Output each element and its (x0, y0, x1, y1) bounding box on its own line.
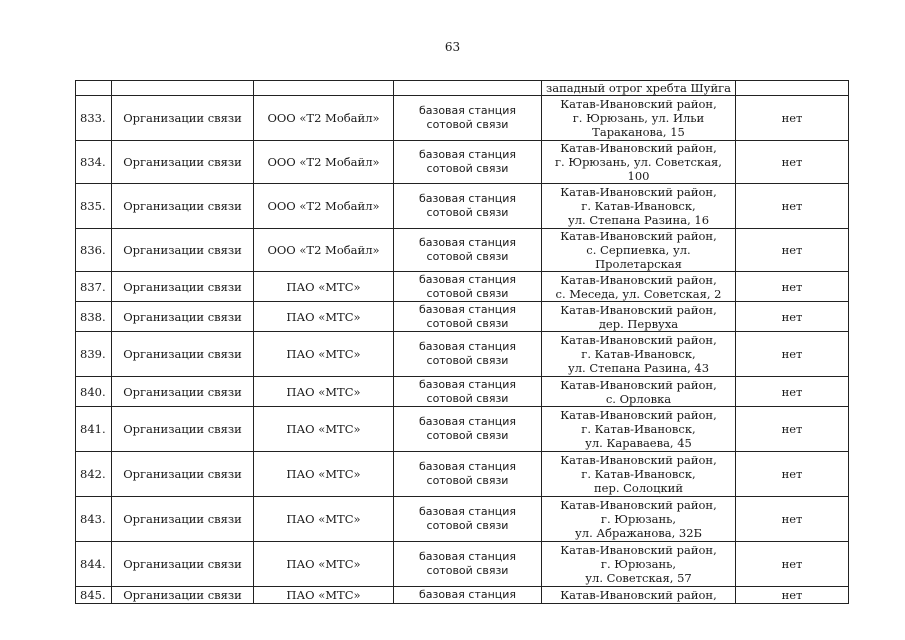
operator-cell: ООО «Т2 Мобайл» (254, 96, 394, 141)
operator-cell: ПАО «МТС» (254, 542, 394, 587)
note-cell: нет (736, 96, 849, 141)
table-body (76, 81, 849, 604)
row-number: 845. (76, 587, 112, 604)
location-cell: Катав-Ивановский район, с. Серпиевка, ул. Пролетарская (542, 229, 736, 272)
object-cell: базовая станция (394, 587, 542, 604)
category-cell: Организации связи (112, 497, 254, 542)
location-cell: Катав-Ивановский район, г. Юрюзань, ул. Абражанова, 32Б (542, 497, 736, 542)
category-cell: Организации связи (112, 542, 254, 587)
location-cell: Катав-Ивановский район, г. Катав-Ивановск, пер. Солоцкий (542, 452, 736, 497)
table-row (76, 452, 849, 497)
row-number: 840. (76, 377, 112, 407)
operator-cell: ПАО «МТС» (254, 332, 394, 377)
object-cell: базовая станция сотовой связи (394, 96, 542, 141)
operator-cell: ООО «Т2 Мобайл» (254, 229, 394, 272)
object-cell: базовая станция сотовой связи (394, 407, 542, 452)
note-cell: нет (736, 497, 849, 542)
operator-cell: ПАО «МТС» (254, 452, 394, 497)
row-number (76, 81, 112, 96)
object-cell: базовая станция сотовой связи (394, 184, 542, 229)
table-row (76, 141, 849, 184)
row-number: 841. (76, 407, 112, 452)
operator-cell: ПАО «МТС» (254, 272, 394, 302)
object-cell: базовая станция сотовой связи (394, 497, 542, 542)
category-cell: Организации связи (112, 407, 254, 452)
category-cell: Организации связи (112, 272, 254, 302)
table-row (76, 497, 849, 542)
category-cell: Организации связи (112, 452, 254, 497)
registry-table (75, 80, 849, 604)
object-cell: базовая станция сотовой связи (394, 542, 542, 587)
continuation-row (76, 81, 849, 96)
note-cell: нет (736, 272, 849, 302)
object-cell: базовая станция сотовой связи (394, 332, 542, 377)
operator-cell: ООО «Т2 Мобайл» (254, 141, 394, 184)
table-row (76, 407, 849, 452)
note-cell: нет (736, 452, 849, 497)
category-cell: Организации связи (112, 184, 254, 229)
note-cell: нет (736, 141, 849, 184)
note-cell: нет (736, 332, 849, 377)
row-number: 844. (76, 542, 112, 587)
table-row (76, 184, 849, 229)
category-cell (112, 81, 254, 96)
category-cell: Организации связи (112, 302, 254, 332)
location-cell: Катав-Ивановский район, г. Юрюзань, ул. Советская, 57 (542, 542, 736, 587)
note-cell: нет (736, 587, 849, 604)
location-cell: Катав-Ивановский район, г. Юрюзань, ул. Советская, 100 (542, 141, 736, 184)
table-row (76, 332, 849, 377)
location-cell: Катав-Ивановский район, г. Катав-Ивановск, ул. Караваева, 45 (542, 407, 736, 452)
operator-cell (254, 81, 394, 96)
page-number: 63 (444, 40, 461, 54)
category-cell: Организации связи (112, 332, 254, 377)
row-number: 839. (76, 332, 112, 377)
row-number: 837. (76, 272, 112, 302)
row-number: 834. (76, 141, 112, 184)
table-row (76, 229, 849, 272)
object-cell (394, 81, 542, 96)
table-row (76, 542, 849, 587)
operator-cell: ПАО «МТС» (254, 407, 394, 452)
location-cell: Катав-Ивановский район, (542, 587, 736, 604)
table-row (76, 587, 849, 604)
table-row (76, 272, 849, 302)
object-cell: базовая станция сотовой связи (394, 272, 542, 302)
location-cell: Катав-Ивановский район, дер. Первуха (542, 302, 736, 332)
category-cell: Организации связи (112, 229, 254, 272)
operator-cell: ООО «Т2 Мобайл» (254, 184, 394, 229)
object-cell: базовая станция сотовой связи (394, 229, 542, 272)
location-cell: Катав-Ивановский район, г. Катав-Ивановск, ул. Степана Разина, 43 (542, 332, 736, 377)
note-cell (736, 81, 849, 96)
row-number: 838. (76, 302, 112, 332)
note-cell: нет (736, 229, 849, 272)
table-row (76, 302, 849, 332)
table-row (76, 377, 849, 407)
note-cell: нет (736, 377, 849, 407)
row-number: 843. (76, 497, 112, 542)
note-cell: нет (736, 302, 849, 332)
category-cell: Организации связи (112, 587, 254, 604)
row-number: 842. (76, 452, 112, 497)
note-cell: нет (736, 542, 849, 587)
location-cell: Катав-Ивановский район, с. Меседа, ул. Советская, 2 (542, 272, 736, 302)
location-cell: Катав-Ивановский район, с. Орловка (542, 377, 736, 407)
row-number: 833. (76, 96, 112, 141)
object-cell: базовая станция сотовой связи (394, 452, 542, 497)
operator-cell: ПАО «МТС» (254, 497, 394, 542)
category-cell: Организации связи (112, 141, 254, 184)
operator-cell: ПАО «МТС» (254, 587, 394, 604)
category-cell: Организации связи (112, 377, 254, 407)
operator-cell: ПАО «МТС» (254, 377, 394, 407)
location-cell: Катав-Ивановский район, г. Юрюзань, ул. Ильи Таракaнова, 15 (542, 96, 736, 141)
object-cell: базовая станция сотовой связи (394, 377, 542, 407)
object-cell: базовая станция сотовой связи (394, 302, 542, 332)
note-cell: нет (736, 184, 849, 229)
note-cell: нет (736, 407, 849, 452)
object-cell: базовая станция сотовой связи (394, 141, 542, 184)
row-number: 836. (76, 229, 112, 272)
row-number: 835. (76, 184, 112, 229)
operator-cell: ПАО «МТС» (254, 302, 394, 332)
location-cell: западный отрог хребта Шуйга (542, 81, 736, 96)
location-cell: Катав-Ивановский район, г. Катав-Ивановск, ул. Степана Разина, 16 (542, 184, 736, 229)
table-row (76, 96, 849, 141)
category-cell: Организации связи (112, 96, 254, 141)
